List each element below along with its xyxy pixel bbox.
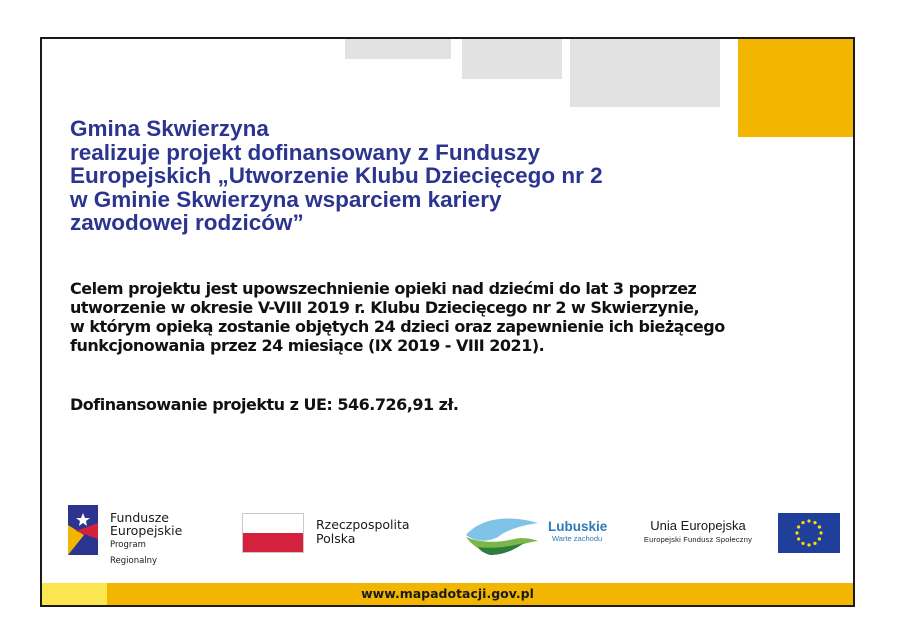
description-line: Celem projektu jest upowszechnienie opieki nad dziećmi do lat 3 poprzez [70,279,697,298]
project-description [70,279,810,355]
polish-flag-icon [242,513,304,553]
description-line: funkcjonowania przez 24 miesiące (IX 2019 - VIII 2021). [70,336,545,355]
lubuskie-tagline: Warte zachodu [552,534,603,543]
headline [70,117,730,235]
decorative-stripe [345,39,451,59]
europejskie-label: Europejskie [110,523,183,538]
rzeczpospolita-label: Rzeczpospolita [316,517,410,532]
polska-label: Polska [316,531,356,546]
headline-line: w Gminie Skwierzyna wsparciem kariery [70,186,502,212]
footer-bar [42,583,853,605]
project-poster [40,37,855,607]
efs-label: Europejski Fundusz Społeczny [643,535,753,544]
program-regionalny-label: Program Regionalny [110,540,158,566]
description-line: utworzenie w okresie V-VIII 2019 r. Klubu Dziecięcego nr 2 w Skwierzynie, [70,298,700,317]
lubuskie-label: Lubuskie [548,519,608,534]
headline-line: Gmina Skwierzyna [70,116,269,141]
fundusze-europejskie-icon [68,505,98,555]
eu-flag-icon [778,513,840,553]
description-line: w którym opieką zostanie objętych 24 dzieci oraz zapewnienie ich bieżącego [70,317,725,336]
website-url: www.mapadotacji.gov.pl [361,586,534,601]
decorative-corner [738,39,855,137]
decorative-stripe [570,39,720,107]
headline-line: Europejskich „Utworzenie Klubu Dziecięcego nr 2 [70,163,603,188]
logo-strip [42,501,853,565]
funding-amount: Dofinansowanie projektu z UE: 546.726,91 zł. [70,395,459,414]
decorative-stripe [462,39,562,79]
unia-europejska-label: Unia Europejska [650,518,746,533]
headline-line: zawodowej rodziców” [70,210,304,235]
fundusze-label: Fundusze [110,510,169,525]
lubuskie-wave-icon [464,513,540,557]
headline-line: realizuje projekt dofinansowany z Funduszy [70,139,541,165]
